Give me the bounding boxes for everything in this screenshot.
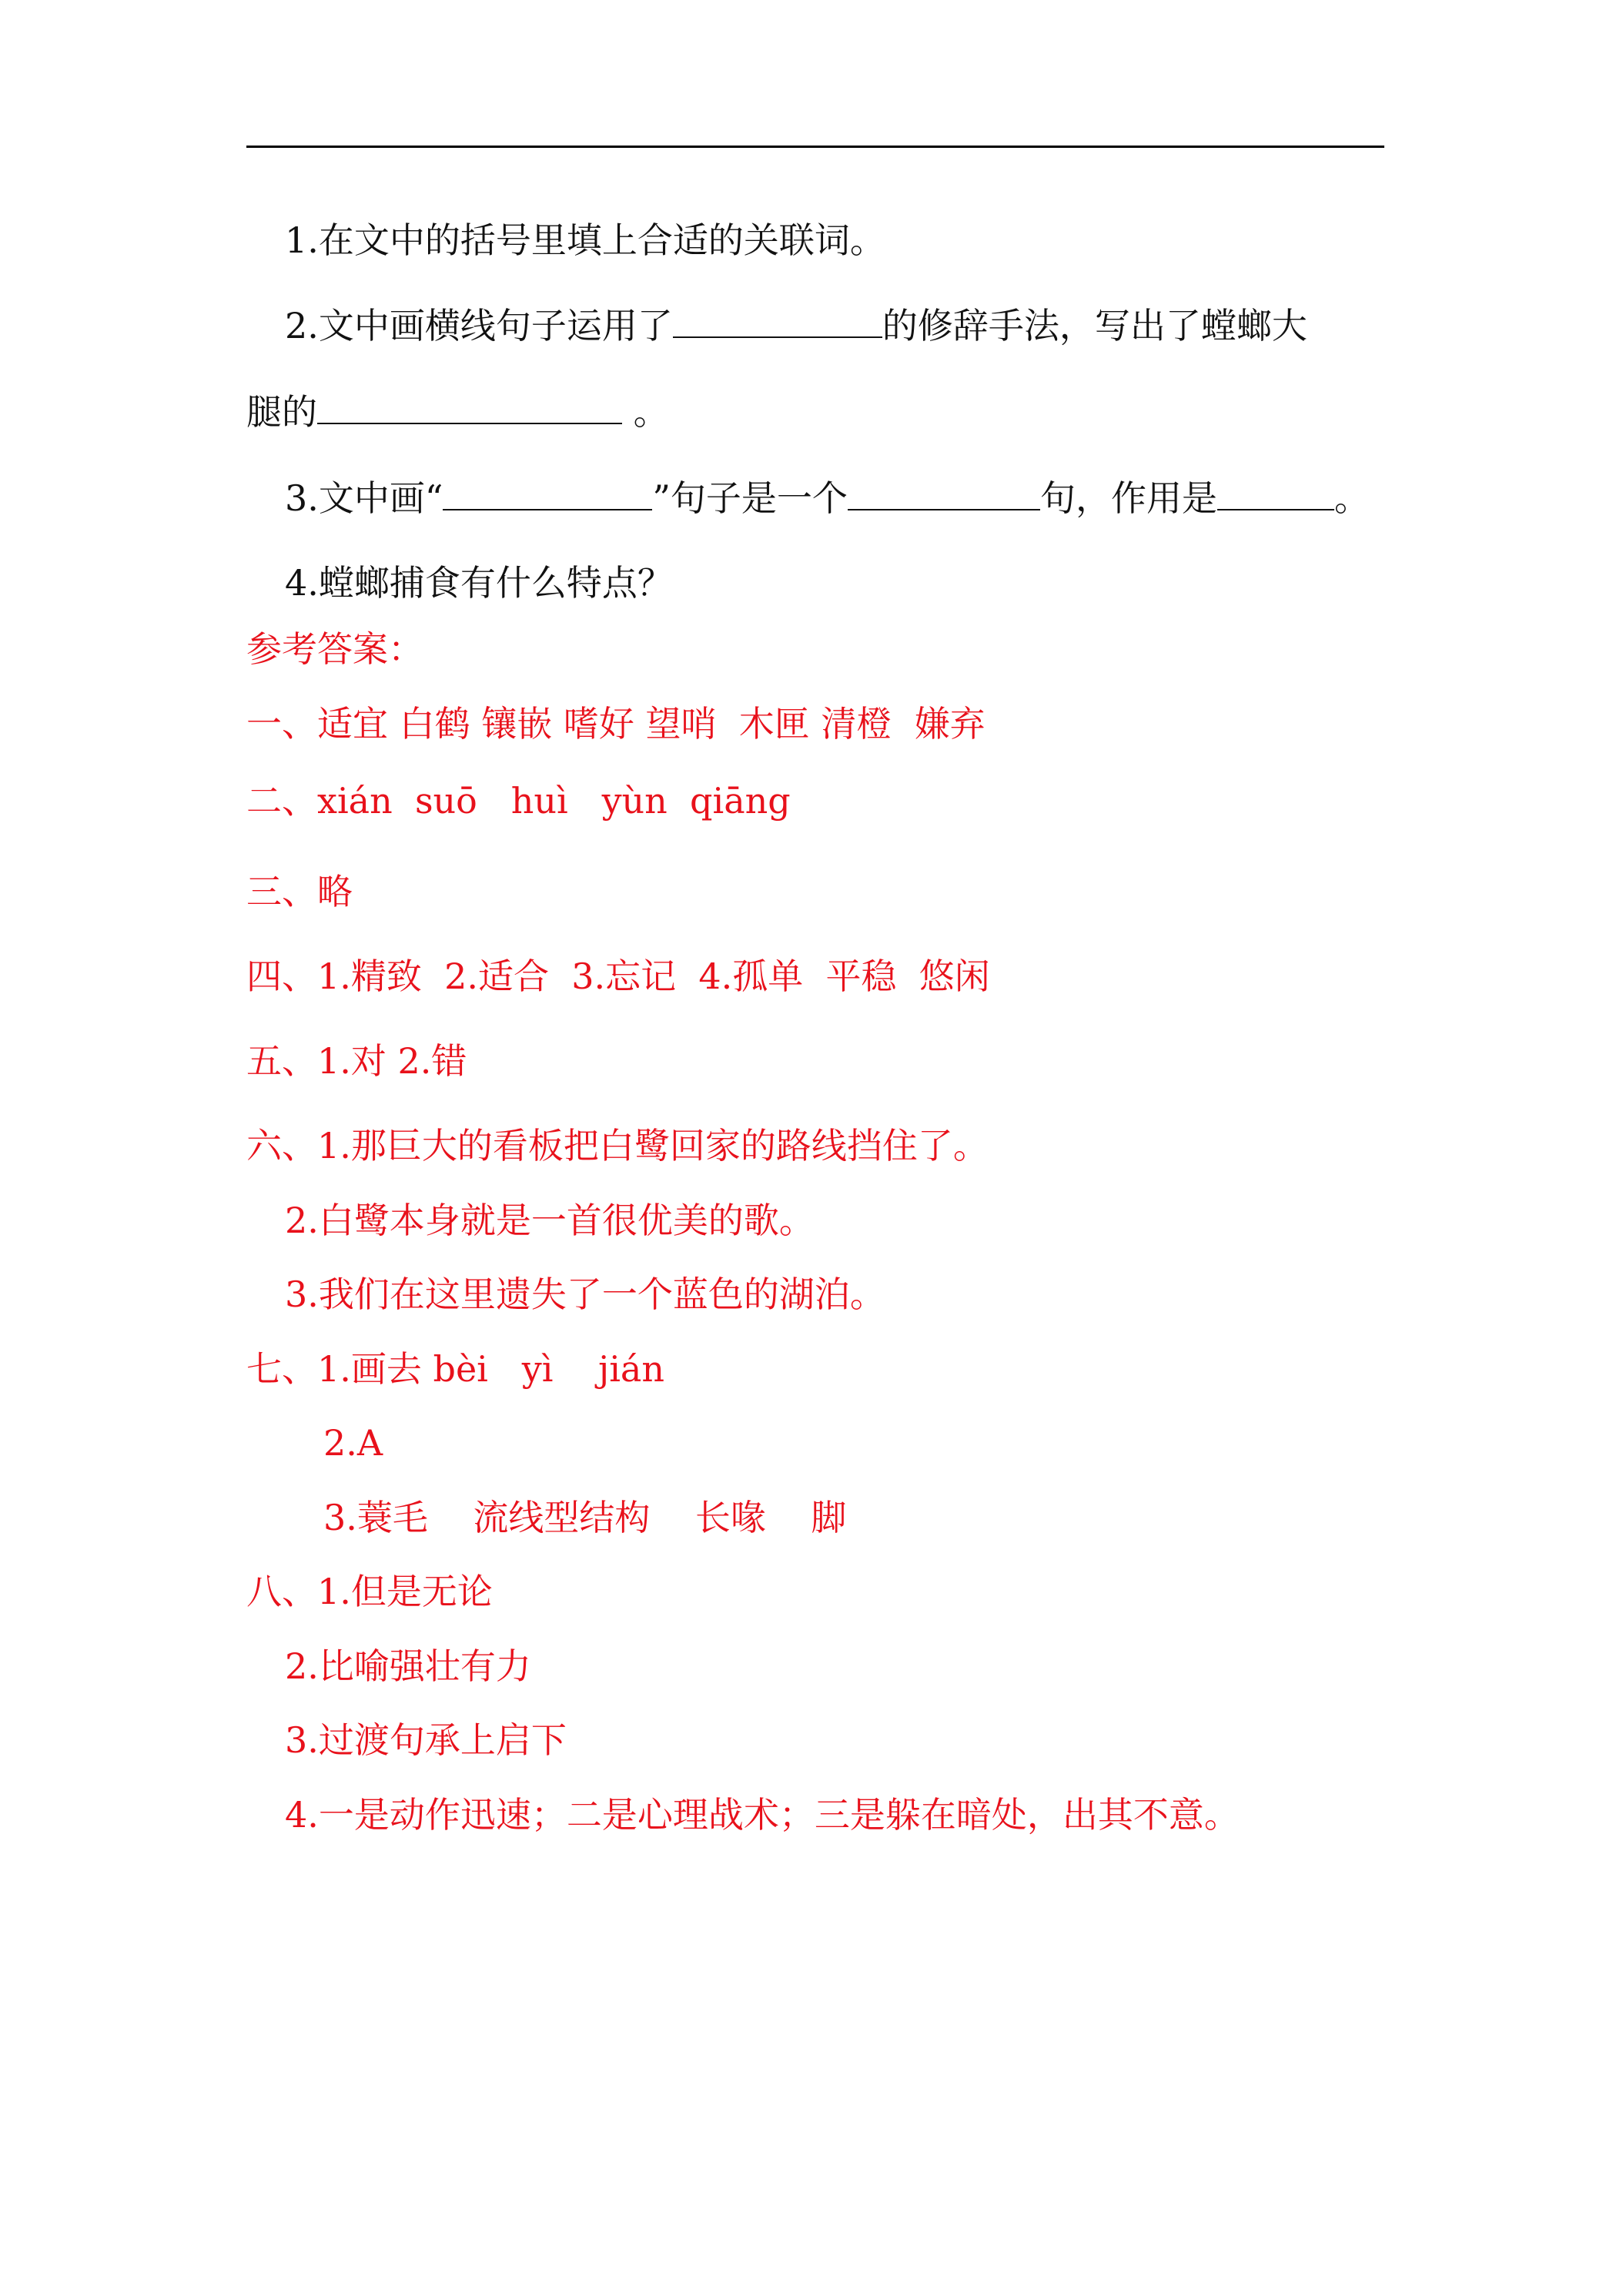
question-2-text-a: 2.文中画横线句子运用了 bbox=[285, 305, 673, 346]
question-2-text-d: 。 bbox=[622, 391, 669, 433]
answer-line-9: 七、1.画去 bèi yì jián bbox=[246, 1348, 664, 1390]
answer-line-2: 二、xián suō huì yùn qiāng bbox=[246, 780, 791, 822]
question-1: 1.在文中的括号里填上合适的关联词。 bbox=[285, 219, 885, 261]
answer-line-5: 五、1.对 2.错 bbox=[246, 1040, 467, 1082]
question-2 bbox=[285, 303, 1307, 349]
question-3-blank-1[interactable] bbox=[443, 481, 652, 510]
question-2-continued bbox=[246, 389, 669, 435]
question-2-blank-2[interactable] bbox=[317, 395, 622, 424]
header-rule bbox=[246, 146, 1384, 148]
answer-line-10: 2.A bbox=[323, 1422, 383, 1464]
question-3-text-d: 。 bbox=[1334, 477, 1370, 519]
answer-line-14: 3.过渡句承上启下 bbox=[285, 1719, 567, 1761]
question-3-text-b: ”句子是一个 bbox=[652, 477, 848, 519]
answer-line-1: 一、适宜 白鹤 镶嵌 嗜好 望哨 木匣 清橙 嫌弃 bbox=[246, 703, 986, 745]
question-4: 4.螳螂捕食有什么特点？ bbox=[285, 562, 673, 604]
answer-line-7: 2.白鹭本身就是一首很优美的歌。 bbox=[285, 1200, 815, 1241]
question-2-text-b: 的修辞手法，写出了螳螂大 bbox=[882, 305, 1307, 346]
answer-line-15: 4.一是动作迅速；二是心理战术；三是躲在暗处，出其不意。 bbox=[285, 1794, 1240, 1836]
answers-heading: 参考答案： bbox=[246, 628, 423, 670]
question-3-blank-2[interactable] bbox=[848, 481, 1040, 510]
answer-line-13: 2.比喻强壮有力 bbox=[285, 1645, 531, 1687]
answer-line-11: 3.蓑毛 流线型结构 长喙 脚 bbox=[323, 1497, 847, 1538]
question-3-text-a: 3.文中画“ bbox=[285, 477, 443, 519]
question-3-text-c: 句，作用是 bbox=[1039, 477, 1217, 519]
question-3-blank-3[interactable] bbox=[1217, 481, 1334, 510]
answer-line-12: 八、1.但是无论 bbox=[246, 1571, 493, 1612]
question-2-blank-1[interactable] bbox=[673, 309, 882, 338]
answer-line-6: 六、1.那巨大的看板把白鹭回家的路线挡住了。 bbox=[246, 1125, 989, 1166]
question-3 bbox=[285, 475, 1370, 521]
answer-line-8: 3.我们在这里遗失了一个蓝色的湖泊。 bbox=[285, 1274, 885, 1315]
answer-line-4: 四、1.精致 2.适合 3.忘记 4.孤单 平稳 悠闲 bbox=[246, 956, 990, 997]
answer-line-3: 三、略 bbox=[246, 871, 353, 912]
question-2-text-c: 腿的 bbox=[246, 391, 317, 433]
